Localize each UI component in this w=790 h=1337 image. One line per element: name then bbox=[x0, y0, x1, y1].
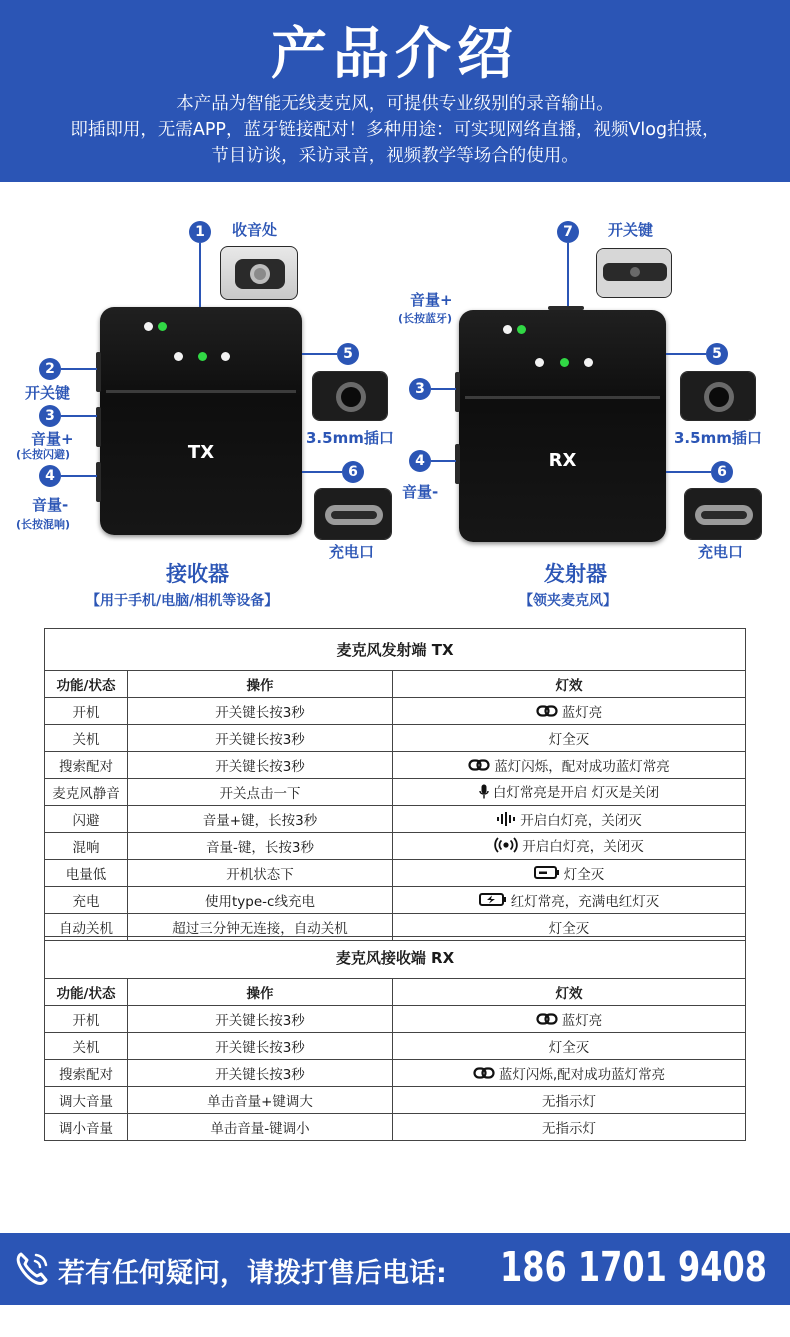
cell-light bbox=[393, 860, 746, 887]
light-text: 蓝灯亮 bbox=[561, 705, 603, 721]
table-row bbox=[45, 698, 746, 725]
audio-jack-icon bbox=[681, 372, 756, 421]
label-power-key: 开关键 bbox=[25, 384, 71, 402]
receiver-desc: 【用于手机/电脑/相机等设备】 bbox=[86, 593, 279, 609]
cell-function: 自动关机 bbox=[45, 914, 128, 941]
side-button bbox=[96, 407, 101, 447]
cell-operation: 开关键长按3秒 bbox=[128, 698, 393, 725]
cell-operation: 音量-键，长按3秒 bbox=[128, 833, 393, 860]
label-charge-port: 充电口 bbox=[698, 543, 744, 561]
cell-light bbox=[393, 1114, 746, 1141]
light-text: 灯全灭 bbox=[548, 921, 590, 937]
col-header: 灯效 bbox=[393, 979, 746, 1006]
receiver-name: 接收器 bbox=[166, 562, 229, 586]
cell-operation: 开关键长按3秒 bbox=[128, 725, 393, 752]
table-row bbox=[45, 725, 746, 752]
cell-operation: 开机状态下 bbox=[128, 860, 393, 887]
usb-c-inset bbox=[684, 488, 762, 540]
header-banner bbox=[0, 0, 790, 182]
light-text: 开启白灯亮，关闭灭 bbox=[522, 839, 644, 855]
audio-jack-icon bbox=[313, 372, 388, 421]
label-charge-port: 充电口 bbox=[329, 543, 375, 561]
audio-jack-inset bbox=[680, 371, 756, 421]
cell-light bbox=[393, 833, 746, 860]
mic-icon bbox=[479, 784, 489, 803]
support-footer bbox=[0, 1233, 790, 1305]
table-row bbox=[45, 1114, 746, 1141]
broadcast-icon bbox=[494, 837, 518, 857]
callout-3: 3 bbox=[39, 405, 61, 427]
table-row bbox=[45, 1006, 746, 1033]
leader-line bbox=[666, 471, 711, 473]
callout-4: 4 bbox=[39, 465, 61, 487]
cell-function: 搜索配对 bbox=[45, 752, 128, 779]
support-phone[interactable]: 186 1701 9408 bbox=[500, 1243, 768, 1291]
light-text: 白灯常亮是开启 灯灭是关闭 bbox=[492, 785, 660, 802]
cell-function: 开机 bbox=[45, 1006, 128, 1033]
mic-detail-inset bbox=[220, 246, 298, 300]
intro-line: 节目访谈，采访录音，视频教学等场合的使用。 bbox=[211, 146, 579, 166]
phone-icon bbox=[12, 1249, 52, 1289]
top-button bbox=[548, 306, 584, 310]
usb-c-port-icon bbox=[315, 489, 392, 540]
cell-function: 充电 bbox=[45, 887, 128, 914]
device-seam bbox=[465, 396, 660, 399]
light-text: 灯全灭 bbox=[548, 1040, 590, 1056]
table-caption: 麦克风发射端 TX bbox=[45, 629, 746, 671]
cell-function: 混响 bbox=[45, 833, 128, 860]
device-label: RX bbox=[548, 450, 577, 471]
callout-2: 2 bbox=[39, 358, 61, 380]
cell-function: 调大音量 bbox=[45, 1087, 128, 1114]
cell-function: 调小音量 bbox=[45, 1114, 128, 1141]
cell-function: 闪避 bbox=[45, 806, 128, 833]
label-volume-down: 音量- bbox=[402, 483, 439, 501]
device-label: TX bbox=[187, 442, 215, 463]
leader-line bbox=[199, 243, 201, 307]
cell-function: 关机 bbox=[45, 1033, 128, 1060]
cell-light bbox=[393, 779, 746, 806]
power-button-icon bbox=[597, 249, 672, 298]
audio-jack-inset bbox=[312, 371, 388, 421]
col-header: 操作 bbox=[128, 671, 393, 698]
led-indicator bbox=[144, 322, 153, 331]
transmitter-name: 发射器 bbox=[544, 562, 607, 586]
col-header: 功能/状态 bbox=[45, 671, 128, 698]
leader-line bbox=[61, 415, 97, 417]
led-indicator bbox=[560, 358, 569, 367]
callout-1: 1 bbox=[189, 221, 211, 243]
page-title: 产品介绍 bbox=[271, 22, 519, 87]
led-indicator bbox=[158, 322, 167, 331]
cell-function: 搜索配对 bbox=[45, 1060, 128, 1087]
callout-4: 4 bbox=[409, 450, 431, 472]
link-icon bbox=[536, 1013, 558, 1029]
tx-device bbox=[100, 307, 302, 535]
label-volume-up-sub: (长按闪避) bbox=[16, 448, 71, 461]
callout-5: 5 bbox=[706, 343, 728, 365]
side-button bbox=[455, 444, 460, 484]
table-row bbox=[45, 833, 746, 860]
led-indicator bbox=[517, 325, 526, 334]
col-header: 灯效 bbox=[393, 671, 746, 698]
col-header: 操作 bbox=[128, 979, 393, 1006]
cell-operation: 超过三分钟无连接，自动关机 bbox=[128, 914, 393, 941]
waveform-icon bbox=[496, 812, 516, 830]
table-row bbox=[45, 1060, 746, 1087]
usb-c-inset bbox=[314, 488, 392, 540]
table-row bbox=[45, 887, 746, 914]
table-row bbox=[45, 1087, 746, 1114]
cell-function: 关机 bbox=[45, 725, 128, 752]
rx-device bbox=[459, 310, 666, 542]
cell-operation: 开关键长按3秒 bbox=[128, 1033, 393, 1060]
leader-line bbox=[302, 471, 342, 473]
led-indicator bbox=[198, 352, 207, 361]
cell-light bbox=[393, 1033, 746, 1060]
led-indicator bbox=[503, 325, 512, 334]
tx-table bbox=[44, 628, 746, 941]
link-icon bbox=[473, 1067, 495, 1083]
link-icon bbox=[536, 705, 558, 721]
transmitter-desc: 【领夹麦克风】 bbox=[519, 593, 617, 609]
led-indicator bbox=[584, 358, 593, 367]
leader-line bbox=[431, 388, 456, 390]
light-text: 蓝灯闪烁,配对成功蓝灯常亮 bbox=[498, 1067, 666, 1083]
side-button bbox=[96, 462, 101, 502]
table-row bbox=[45, 860, 746, 887]
label-power-key: 开关键 bbox=[608, 221, 654, 239]
light-text: 蓝灯亮 bbox=[561, 1013, 603, 1029]
cell-light bbox=[393, 1087, 746, 1114]
label-35mm-port: 3.5mm插口 bbox=[306, 429, 394, 447]
light-text: 灯全灭 bbox=[548, 732, 590, 748]
side-button bbox=[455, 372, 460, 412]
light-text: 红灯常亮，充满电红灯灭 bbox=[510, 893, 660, 910]
led-indicator bbox=[221, 352, 230, 361]
cell-light bbox=[393, 1006, 746, 1033]
cell-function: 麦克风静音 bbox=[45, 779, 128, 806]
light-text: 开启白灯亮，关闭灭 bbox=[520, 812, 642, 829]
cell-function: 电量低 bbox=[45, 860, 128, 887]
cell-operation: 音量+键，长按3秒 bbox=[128, 806, 393, 833]
cell-function: 开机 bbox=[45, 698, 128, 725]
cell-light bbox=[393, 725, 746, 752]
cell-light bbox=[393, 752, 746, 779]
cell-operation: 开关键长按3秒 bbox=[128, 1060, 393, 1087]
mic-grille-icon bbox=[221, 247, 298, 300]
cell-light bbox=[393, 887, 746, 914]
power-key-inset bbox=[596, 248, 672, 298]
product-diagram bbox=[0, 182, 790, 622]
device-seam bbox=[106, 390, 296, 393]
cell-operation: 开关键长按3秒 bbox=[128, 752, 393, 779]
intro-line: 即插即用，无需APP，蓝牙链接配对！多种用途：可实现网络直播，视频Vlog拍摄， bbox=[70, 120, 720, 140]
intro-text bbox=[0, 91, 790, 169]
label-volume-up: 音量+ bbox=[410, 291, 453, 309]
battery-icon bbox=[534, 866, 560, 883]
cell-operation: 单击音量+键调大 bbox=[128, 1087, 393, 1114]
callout-3: 3 bbox=[409, 378, 431, 400]
cell-light bbox=[393, 698, 746, 725]
label-volume-down-sub: (长按混响) bbox=[16, 518, 71, 531]
cell-light bbox=[393, 1060, 746, 1087]
side-button bbox=[96, 352, 101, 392]
support-text: 若有任何疑问，请拨打售后电话: bbox=[58, 1258, 447, 1289]
callout-6: 6 bbox=[342, 461, 364, 483]
table-caption: 麦克风接收端 RX bbox=[45, 937, 746, 979]
leader-line bbox=[431, 460, 456, 462]
label-volume-up-sub: (长按蓝牙) bbox=[398, 312, 453, 325]
callout-6: 6 bbox=[711, 461, 733, 483]
table-row bbox=[45, 779, 746, 806]
table-row bbox=[45, 806, 746, 833]
link-icon bbox=[468, 759, 490, 775]
label-mic-pickup: 收音处 bbox=[232, 221, 278, 239]
leader-line bbox=[302, 353, 337, 355]
leader-line bbox=[61, 475, 97, 477]
tx-table-body bbox=[45, 698, 746, 941]
light-text: 蓝灯闪烁，配对成功蓝灯常亮 bbox=[494, 759, 670, 775]
light-text: 灯全灭 bbox=[563, 866, 605, 883]
cell-light bbox=[393, 806, 746, 833]
table-row bbox=[45, 1033, 746, 1060]
cell-operation: 单击音量-键调小 bbox=[128, 1114, 393, 1141]
label-volume-down: 音量- bbox=[32, 496, 69, 514]
leader-line bbox=[61, 368, 97, 370]
leader-line bbox=[666, 353, 706, 355]
rx-table-body bbox=[45, 1006, 746, 1141]
label-volume-up: 音量+ bbox=[31, 430, 74, 448]
label-35mm-port: 3.5mm插口 bbox=[674, 429, 762, 447]
light-text: 无指示灯 bbox=[542, 1094, 596, 1110]
col-header: 功能/状态 bbox=[45, 979, 128, 1006]
battery-charging-icon bbox=[479, 893, 507, 910]
cell-operation: 开关点击一下 bbox=[128, 779, 393, 806]
table-row bbox=[45, 752, 746, 779]
cell-operation: 使用type-c线充电 bbox=[128, 887, 393, 914]
light-text: 无指示灯 bbox=[542, 1121, 596, 1137]
cell-operation: 开关键长按3秒 bbox=[128, 1006, 393, 1033]
led-indicator bbox=[535, 358, 544, 367]
led-indicator bbox=[174, 352, 183, 361]
intro-line: 本产品为智能无线麦克风，可提供专业级别的录音输出。 bbox=[176, 94, 614, 114]
callout-7: 7 bbox=[557, 221, 579, 243]
leader-line bbox=[567, 243, 569, 306]
callout-5: 5 bbox=[337, 343, 359, 365]
usb-c-port-icon bbox=[685, 489, 762, 540]
rx-table bbox=[44, 936, 746, 1141]
